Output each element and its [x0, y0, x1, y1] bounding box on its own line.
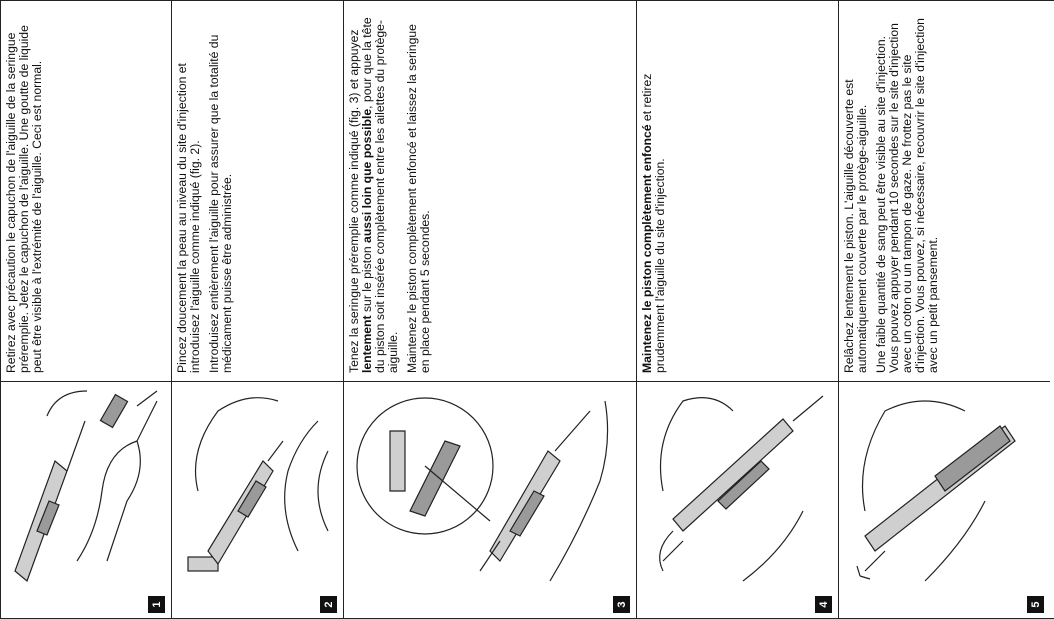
step-number-badge: 4	[815, 596, 832, 613]
step-number-badge: 1	[148, 596, 165, 613]
step-number-badge: 3	[613, 596, 630, 613]
step-4-bold: Maintenez le piston complètement enfoncé	[640, 124, 654, 373]
step-2-paragraph-2: Introduisez entièrement l'aiguille pour assurer que la totalité du médicament puisse être administrée.	[207, 34, 234, 373]
step-3-bold-as-far: aussi loin que possible	[360, 108, 374, 243]
step-2-paragraph-1: Pincez doucement la peau au niveau du site d'injection et introduisez l'aiguille comme indiqué (fig. 2).	[175, 63, 202, 373]
step-3-text-part: Tenez la seringue préremplie comme indiqué (fig. 3) et appuyez	[347, 29, 361, 373]
step-5-paragraph-1: Relâchez lentement le piston. L'aiguille découverte est automatiquement couverte par le protège-aiguille.	[842, 79, 869, 373]
step-number-badge: 5	[1027, 596, 1044, 613]
step-4-text-part: et retirez prudemment l'aiguille du site d'injection.	[640, 73, 667, 373]
step-5-paragraph-2: Une faible quantité de sang peut être visible au site d'injection. Vous pouvez appuyer pendant 10 secondes sur le site d'injection avec un coton ou un tampon de gaze. Ne frottez pas le site d'injection. Vous pouvez, si nécessaire, recouvrir le site d'injection avec un petit pansement.	[874, 18, 940, 373]
step-3-bold-slowly: lentement	[360, 315, 374, 373]
step-3-text-part: , pour que la tête du piston soit insérée complètement entre les ailettes du protège-aiguille.	[360, 17, 400, 373]
step-1-paragraph: Retirez avec précaution le capuchon de l'aiguille de la seringue préremplie. Jetez le capuchon de l'aiguille. Une goutte de liquide peut être visible à l'extrémité de l'aiguille. Ceci est normal.	[4, 25, 44, 373]
step-3-paragraph-2: Maintenez le piston complètement enfoncé et laissez la seringue en place pendant 5 secondes.	[405, 24, 432, 373]
step-3-text-part: sur le piston	[360, 242, 374, 316]
step-number-badge: 2	[320, 596, 337, 613]
